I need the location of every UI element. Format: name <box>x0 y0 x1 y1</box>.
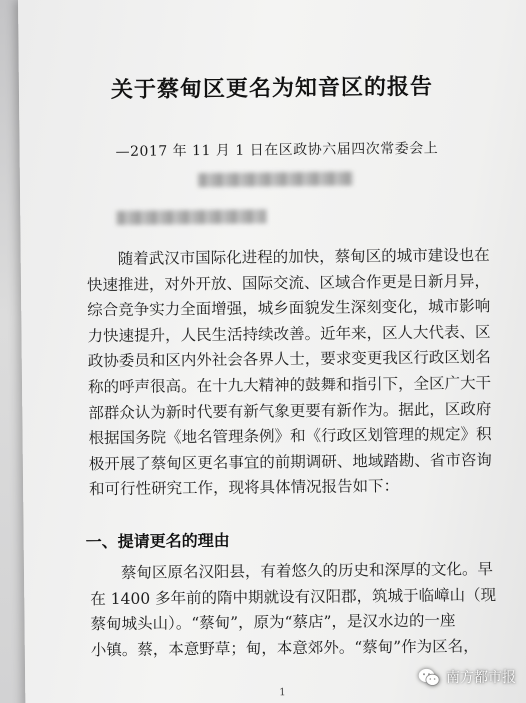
document-title: 关于蔡甸区更名为知音区的报告 <box>110 73 434 104</box>
paragraph-line: 部群众认为新时代要有新气象更要有新作为。据此，区政府 <box>88 399 492 422</box>
paragraph-line: 随着武汉市国际化进程的加快，蔡甸区的城市建设也在 <box>117 246 490 268</box>
paragraph-line: 根据国务院《地名管理条例》和《行政区划管理的规定》积 <box>88 425 492 448</box>
paragraph-line: 力快速提升，人民生活持续改善。近年来，区人大代表、区 <box>87 322 491 346</box>
paragraph-line: 极开展了蔡甸区更名事宜的前期调研、地域踏勘、省市咨询 <box>88 450 492 474</box>
paragraph-line: 在 1400 多年前的隋中期就设有汉阳郡，筑城于临嶂山（现 <box>90 585 497 608</box>
paragraph-line: 和可行性研究工作，现将具体情况报告如下： <box>89 477 400 499</box>
wechat-icon <box>418 668 440 687</box>
source-watermark <box>418 667 516 687</box>
paragraph-line: 称的呼声很高。在十九大精神的鼓舞和指引下，全区广大干 <box>87 374 492 397</box>
redacted-author-block <box>198 172 353 188</box>
redacted-salutation-block <box>116 209 266 225</box>
paragraph-line: 快速推进，对外开放、国际交流、区域合作更是日新月异， <box>86 271 491 294</box>
paragraph-history <box>90 557 497 664</box>
paragraph-intro <box>87 243 490 503</box>
document-subtitle: —2017 年 11 月 1 日在区政协六届四次常委会上 <box>115 140 439 160</box>
paragraph-line: 政协委员和区内外社会各界人士，要求变更我区行政区划名 <box>87 348 491 371</box>
page-number: 1 <box>279 687 286 699</box>
watermark-label: 南方都市报 <box>446 670 516 686</box>
paper-sheet <box>18 0 526 703</box>
section-heading: 一、提请更名的理由 <box>85 530 230 552</box>
paragraph-line: 小镇。蔡，本意野草；甸，本意郊外。“蔡甸”作为区名， <box>90 636 479 660</box>
paragraph-line: 蔡甸区原名汉阳县，有着悠久的历史和深厚的文化。早 <box>120 560 494 582</box>
paragraph-line: 蔡甸城头山）。“蔡甸”，原为“蔡店”，是汉水边的一座 <box>90 611 456 634</box>
paragraph-line: 综合竞争实力全面增强，城乡面貌发生深刻变化，城市影响 <box>87 297 491 320</box>
